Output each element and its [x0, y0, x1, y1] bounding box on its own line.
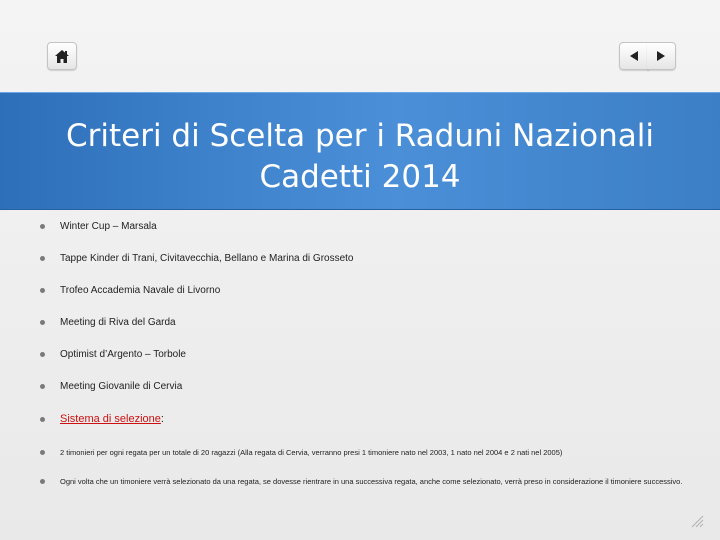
list-item-text: Meeting di Riva del Garda	[60, 317, 176, 328]
list-item	[40, 253, 353, 264]
list-item-text: 2 timonieri per ogni regata per un totale di 20 ragazzi (Alla regata di Cervia, verranno presi 1 timoniere nato nel 2003, 1 nato nel 2004 e 2 nati nel 2005)	[60, 448, 563, 457]
list-item-text: Tappe Kinder di Trani, Civitavecchia, Bellano e Marina di Grosseto	[60, 253, 354, 264]
list-item	[40, 317, 176, 328]
bullet-icon	[40, 450, 45, 455]
bullet-icon	[40, 417, 45, 422]
home-icon	[54, 49, 70, 64]
list-item-text: Optimist d’Argento – Torbole	[60, 349, 186, 360]
previous-slide-button[interactable]	[619, 42, 649, 70]
list-item	[40, 381, 182, 392]
selection-heading	[40, 413, 164, 425]
next-slide-button[interactable]	[647, 42, 676, 70]
list-item	[40, 349, 186, 360]
selection-label: Sistema di selezione	[60, 413, 161, 425]
list-item-text: Ogni volta che un timoniere verrà selezionato da una regata, se dovesse rientrare in una successiva regata, anche come selezionato, verrà preso in considerazione il timoniere successivo.	[60, 477, 683, 486]
list-item	[40, 477, 682, 486]
home-button[interactable]	[47, 42, 77, 70]
list-item-text: Trofeo Accademia Navale di Livorno	[60, 285, 221, 296]
slide-title: Criteri di Scelta per i Raduni Nazionali Cadetti 2014	[65, 118, 655, 195]
bullet-icon	[40, 320, 45, 325]
list-item	[40, 285, 220, 296]
list-item-text: Meeting Giovanile di Cervia	[60, 381, 183, 392]
bullet-icon	[40, 256, 45, 261]
list-item	[40, 448, 562, 457]
list-item	[40, 221, 157, 232]
bullet-icon	[40, 479, 45, 484]
bullet-icon	[40, 224, 45, 229]
bullet-icon	[40, 288, 45, 293]
triangle-left-icon	[628, 50, 640, 62]
list-item-text: Winter Cup – Marsala	[60, 221, 157, 232]
bullet-icon	[40, 384, 45, 389]
bullet-icon	[40, 352, 45, 357]
resize-grip-icon	[690, 514, 704, 528]
selection-colon: :	[160, 413, 164, 425]
triangle-right-icon	[655, 50, 667, 62]
